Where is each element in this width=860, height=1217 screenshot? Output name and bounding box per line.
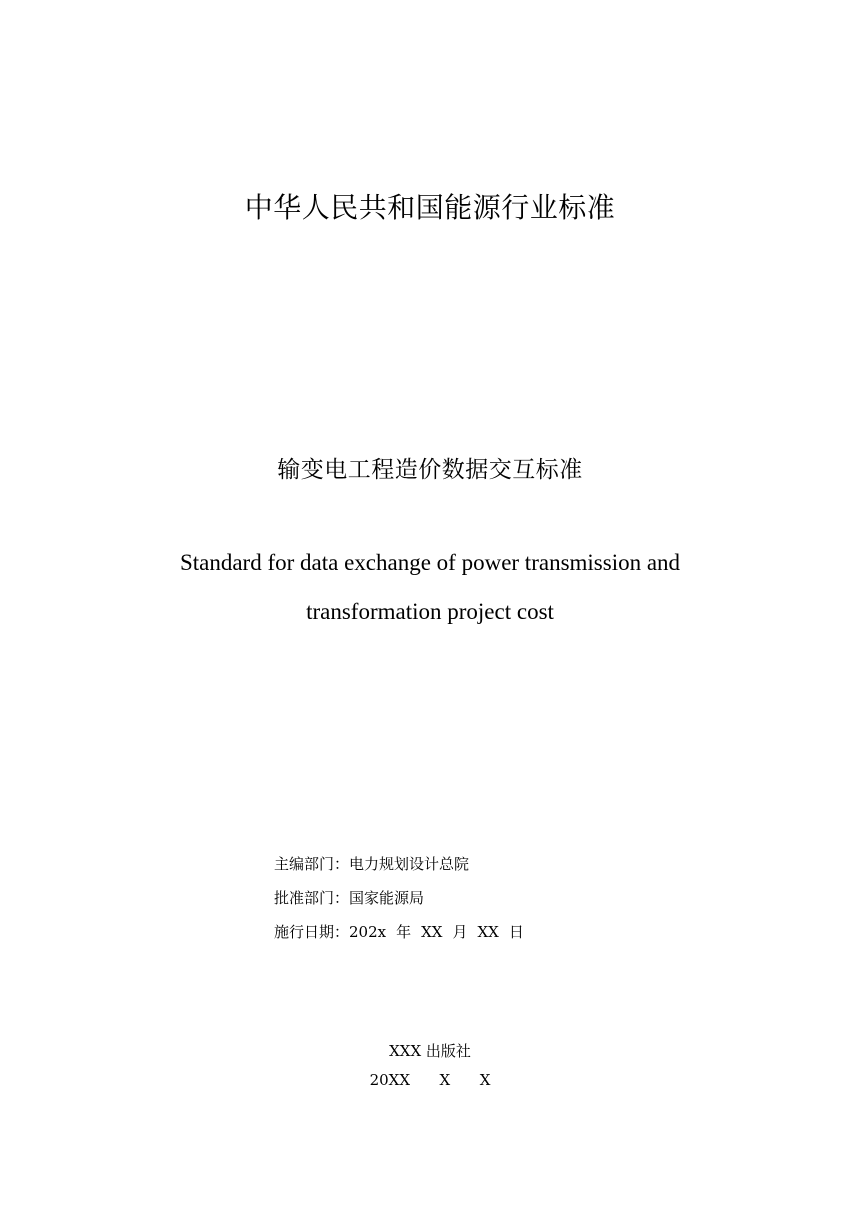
standard-category-heading: 中华人民共和国能源行业标准 xyxy=(244,191,616,224)
effective-date-label: 施行日期： xyxy=(274,923,350,941)
document-title-chinese: 输变电工程造价数据交互标准 xyxy=(277,457,583,483)
editor-row xyxy=(274,853,524,887)
effective-year: 202x xyxy=(349,923,387,941)
document-title-english-line-1: Standard for data exchange of power transmission and xyxy=(179,550,681,575)
document-title-english-line-2: transformation project cost xyxy=(306,599,554,624)
publisher-name: XXX 出版社 xyxy=(389,1042,471,1060)
approver-row xyxy=(274,887,524,921)
document-metadata xyxy=(274,853,524,955)
year-unit: 年 xyxy=(396,923,412,941)
approver-value: 国家能源局 xyxy=(349,889,425,907)
editor-value: 电力规划设计总院 xyxy=(349,855,470,873)
month-unit: 月 xyxy=(452,923,468,941)
effective-month: XX xyxy=(421,923,443,941)
effective-date-row xyxy=(274,921,524,955)
effective-day: XX xyxy=(477,923,499,941)
approver-label: 批准部门： xyxy=(274,889,350,907)
day-unit: 日 xyxy=(508,923,524,941)
publication-date: 20XX X X xyxy=(369,1071,491,1089)
editor-label: 主编部门： xyxy=(274,855,350,873)
